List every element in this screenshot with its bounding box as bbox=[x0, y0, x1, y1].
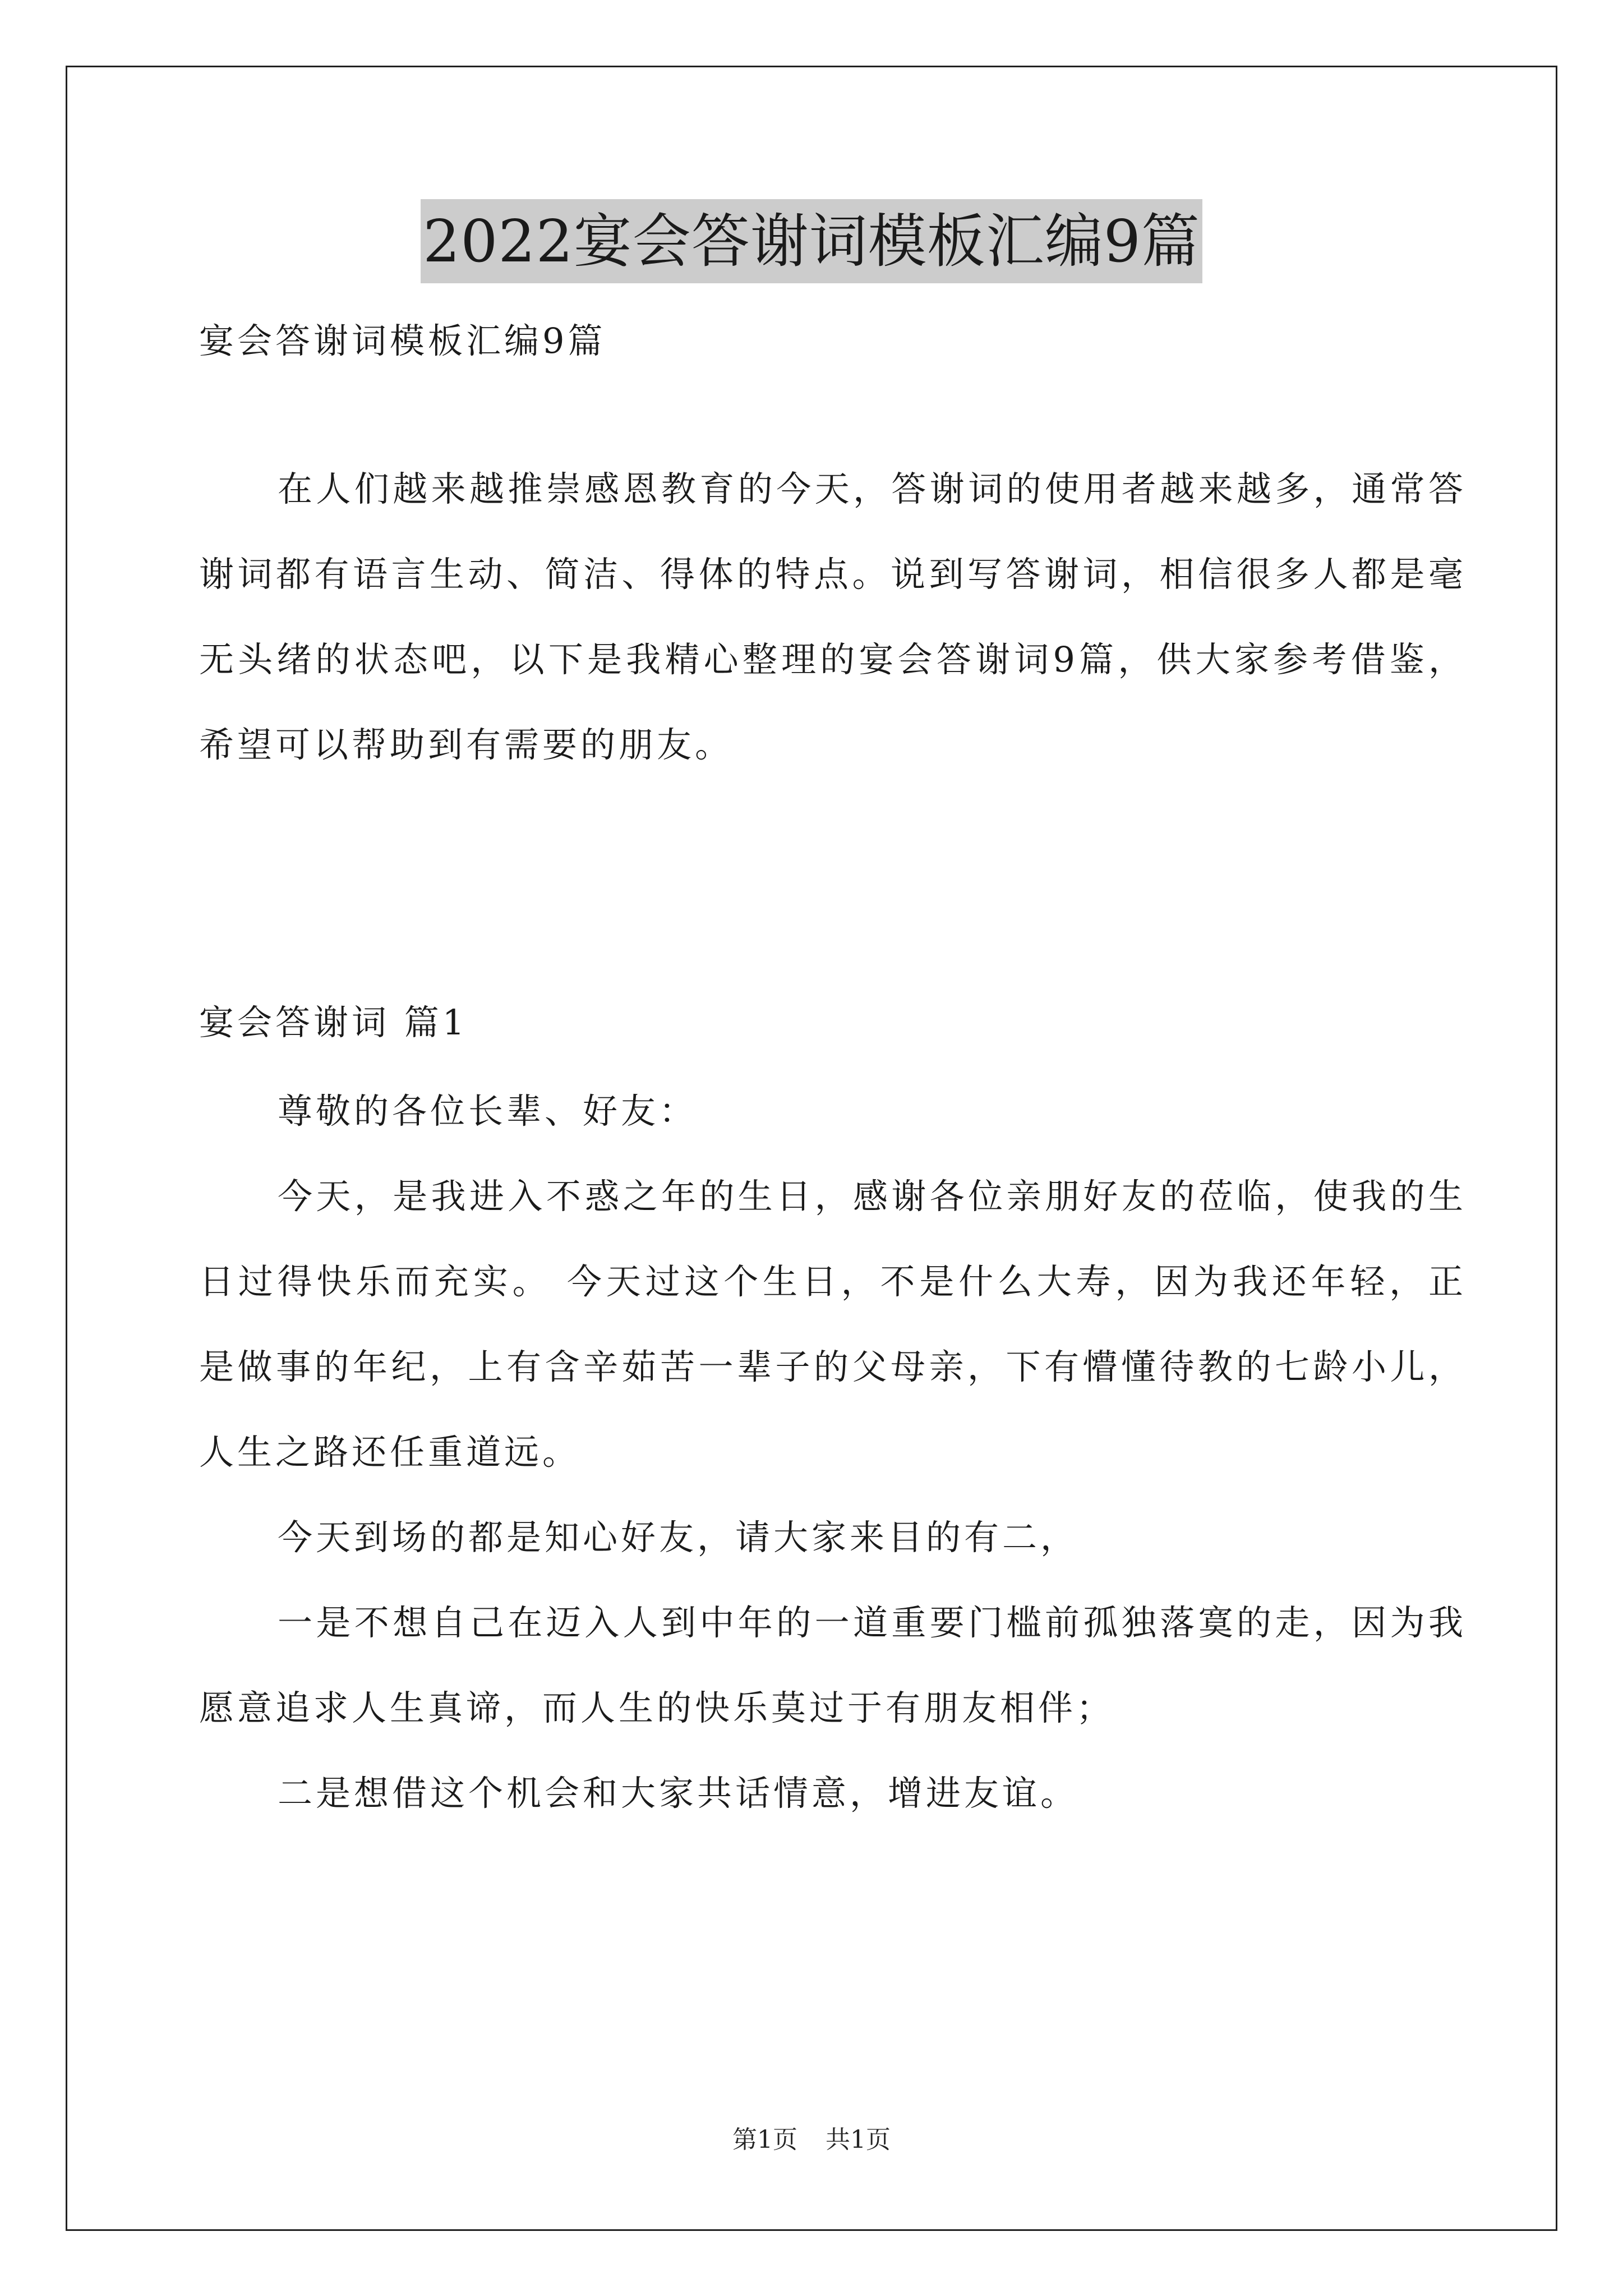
document-subtitle: 宴会答谢词模板汇编9篇 bbox=[199, 320, 606, 361]
section-body bbox=[199, 1069, 1467, 1836]
intro-paragraph: 在人们越来越推崇感恩教育的今天，答谢词的使用者越来越多，通常答谢词都有语言生动、简洁、得体的特点。说到写答谢词，相信很多人都是毫无头绪的状态吧，以下是我精心整理的宴会答谢词9篇，供大家参考借鉴，希望可以帮助到有需要的朋友。 bbox=[199, 468, 1467, 765]
page-number-current: 第1页 bbox=[732, 2125, 797, 2154]
body-paragraph: 尊敬的各位长辈、好友： bbox=[278, 1091, 698, 1131]
section-heading: 宴会答谢词 篇1 bbox=[199, 1002, 468, 1043]
page-number-total: 共1页 bbox=[826, 2125, 891, 2154]
page-footer bbox=[0, 2123, 1623, 2157]
body-paragraph: 一是不想自己在迈入人到中年的一道重要门槛前孤独落寞的走，因为我愿意追求人生真谛，而人生的快乐莫过于有朋友相伴； bbox=[199, 1602, 1467, 1728]
title-container bbox=[0, 199, 1623, 283]
body-paragraph: 二是想借这个机会和大家共话情意，增进友谊。 bbox=[278, 1773, 1079, 1814]
body-paragraph: 今天到场的都是知心好友，请大家来目的有二， bbox=[278, 1517, 1079, 1558]
document-title: 2022宴会答谢词模板汇编9篇 bbox=[421, 199, 1202, 283]
body-paragraph: 今天，是我进入不惑之年的生日，感谢各位亲朋好友的莅临，使我的生日过得快乐而充实。 今天过这个生日，不是什么大寿，因为我还年轻，正是做事的年纪，上有含辛茹苦一辈子的父母亲，下有懵懂待教的七龄小儿，人生之路还任重道远。 bbox=[199, 1176, 1467, 1473]
